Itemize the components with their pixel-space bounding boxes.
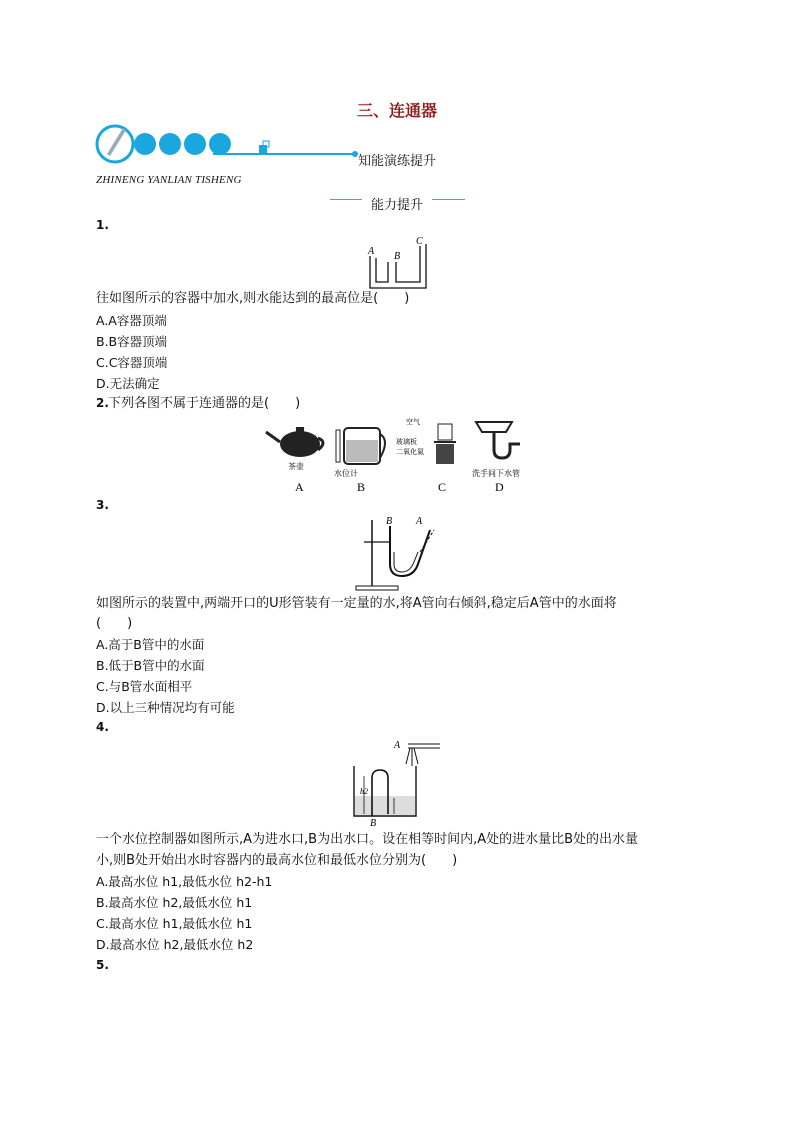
question-stem: ( ) xyxy=(96,616,133,631)
option: C.与B管水面相平 xyxy=(96,679,193,694)
brush-icon xyxy=(107,128,126,156)
water-gauge-kettle-icon xyxy=(336,428,385,464)
option-letter: B xyxy=(357,480,366,494)
option: B.最高水位 h2,最低水位 h1 xyxy=(96,895,253,910)
option: D.以上三种情况均有可能 xyxy=(96,700,235,715)
caption: 玻璃板 xyxy=(396,438,417,446)
caption: 空气 xyxy=(406,418,420,426)
fig-label: A xyxy=(394,740,401,751)
fig-label: C xyxy=(416,236,423,247)
fig-label: A xyxy=(368,246,375,257)
caption: 水位计 xyxy=(334,469,358,478)
page-title: 三、连通器 xyxy=(356,101,437,120)
question-number: 1. xyxy=(96,218,109,232)
sink-drain-icon xyxy=(476,422,520,458)
sub-heading: 能力提升 xyxy=(362,194,432,213)
option: C.最高水位 h1,最低水位 h1 xyxy=(96,916,253,931)
question-stem: 小,则B处开始出水时容器内的最高水位和最低水位分别为( ) xyxy=(96,853,458,868)
caption: 洗手间下水管 xyxy=(472,469,520,478)
teapot-icon xyxy=(266,427,323,457)
option: B.B容器顶端 xyxy=(96,334,168,349)
q4-figure xyxy=(350,736,450,828)
question-stem: 一个水位控制器如图所示,A为进水口,B为出水口。设在相等时间内,A处的进水量比B处的出水量 xyxy=(96,832,639,847)
q3-figure xyxy=(350,512,450,592)
q1-figure xyxy=(358,232,438,290)
option: A.A容器顶端 xyxy=(96,313,167,328)
question-stem: 往如图所示的容器中加水,则水能达到的最高位是( ) xyxy=(96,291,410,306)
fig-label: B xyxy=(386,516,393,527)
option: C.C容器顶端 xyxy=(96,355,168,370)
question-number: 4. xyxy=(96,720,109,734)
caption: 茶壶 xyxy=(288,462,304,471)
option-letter: C xyxy=(438,480,447,494)
fig-label: B xyxy=(394,251,401,262)
option-letter: D xyxy=(495,480,504,494)
option: A.高于B管中的水面 xyxy=(96,637,205,652)
option: B.低于B管中的水面 xyxy=(96,658,205,673)
q2-figure xyxy=(262,414,532,496)
question-number: 3. xyxy=(96,498,109,512)
option-letter: A xyxy=(295,480,304,494)
option: D.最高水位 h2,最低水位 h2 xyxy=(96,937,254,952)
option: A.最高水位 h1,最低水位 h2-h1 xyxy=(96,874,273,889)
fig-label: B xyxy=(370,818,377,828)
fig-label: h2 xyxy=(360,787,368,796)
section-title: 知能演练提升 xyxy=(358,154,437,169)
option: D.无法确定 xyxy=(96,376,160,391)
question-number: 5. xyxy=(96,958,109,972)
section-pinyin: ZHINENG YANLIAN TISHENG xyxy=(96,174,242,186)
caption: 二氧化氮 xyxy=(396,448,424,456)
question-stem: 下列各图不属于连通器的是( ) xyxy=(108,396,301,411)
question-number: 2. xyxy=(96,396,109,410)
question-stem: 如图所示的装置中,两端开口的U形管装有一定量的水,将A管向右倾斜,稳定后A管中的水面将 xyxy=(96,596,617,611)
fig-label: A xyxy=(416,516,423,527)
gas-jars-icon xyxy=(434,424,456,464)
